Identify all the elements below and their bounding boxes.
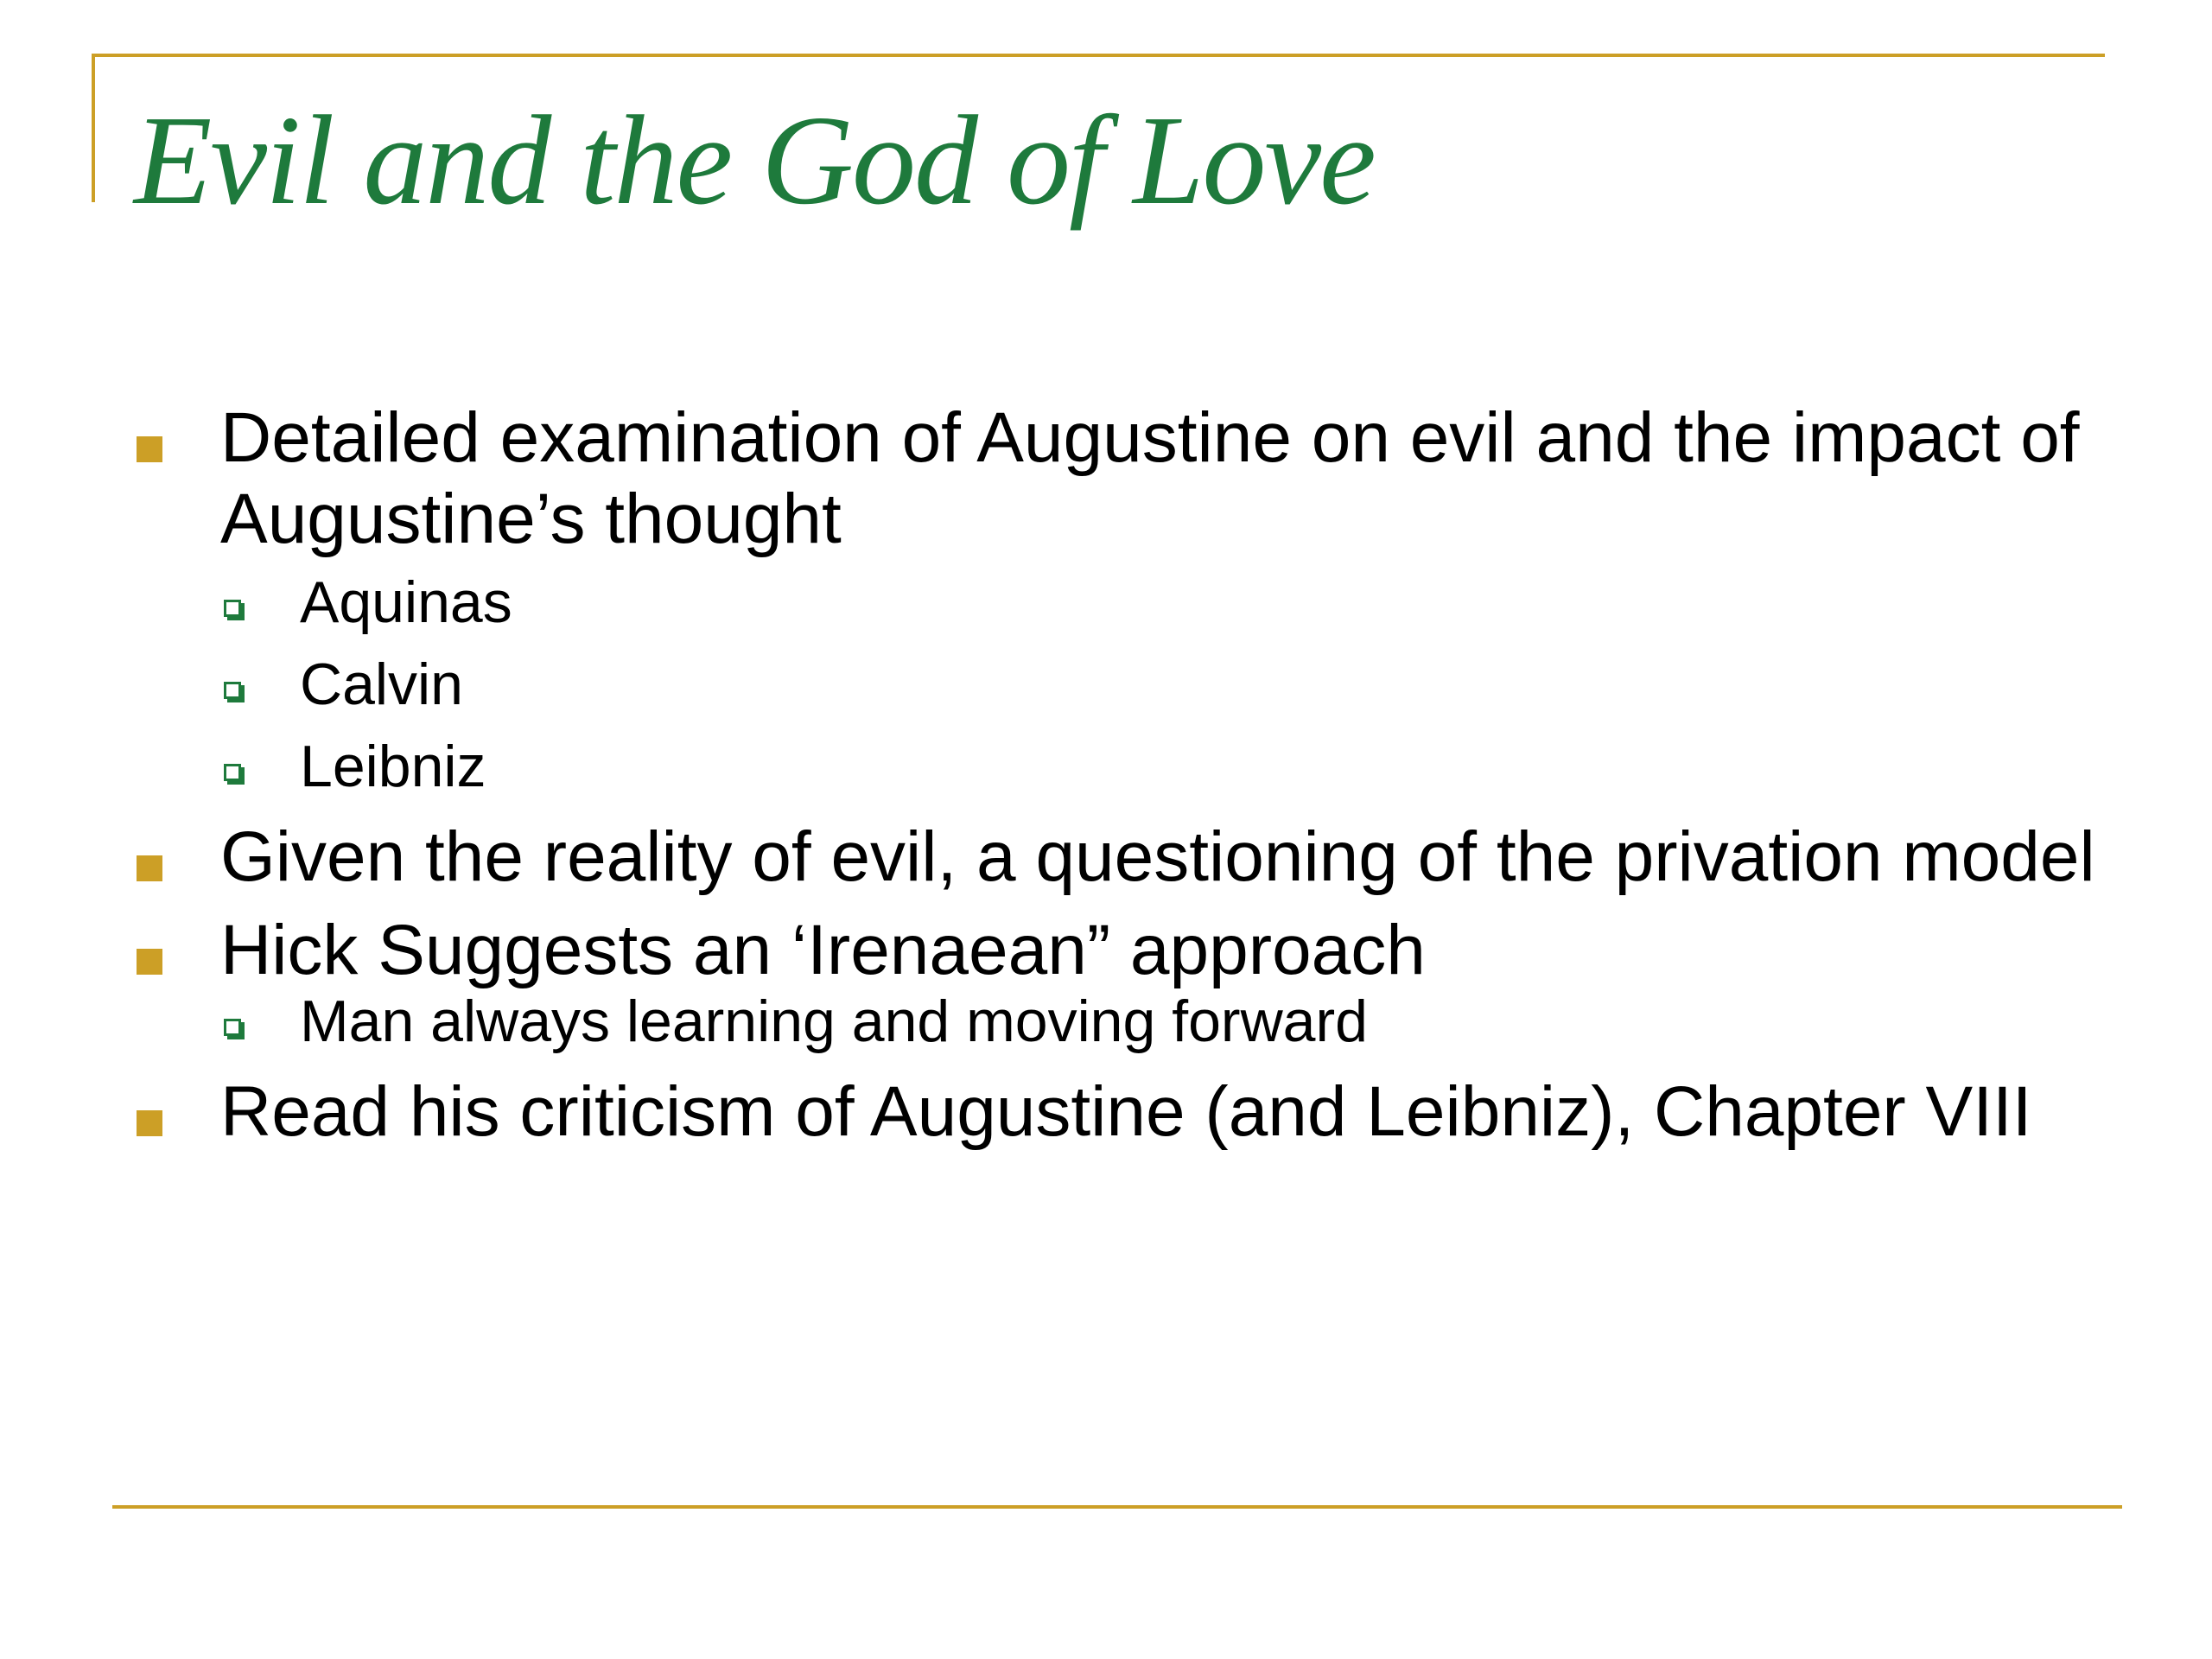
- checkbox-bullet-icon: [224, 682, 241, 699]
- bullet-text: Detailed examination of Augustine on evil and the impact of Augustine’s thought: [220, 398, 2080, 558]
- sub-bullet-text: Calvin: [300, 652, 463, 717]
- sub-bullet-item: [134, 562, 2121, 644]
- checkbox-bullet-icon: [224, 764, 241, 781]
- sub-bullet-text: Leibniz: [300, 734, 486, 799]
- left-divider: [92, 54, 95, 202]
- top-divider: [92, 54, 2105, 57]
- checkbox-bullet-icon: [224, 600, 241, 617]
- square-bullet-icon: [137, 436, 162, 462]
- bullet-item: [134, 1071, 2121, 1153]
- bottom-divider: [112, 1505, 2122, 1509]
- bullet-text: Read his criticism of Augustine (and Leibniz), Chapter VIII: [220, 1072, 2032, 1151]
- bullet-list: [134, 397, 2121, 1153]
- slide-title: Evil and the God of Love: [134, 90, 1375, 232]
- sub-bullet-item: [134, 981, 2121, 1063]
- sub-bullet-text: Aquinas: [300, 569, 512, 635]
- bullet-item: [134, 817, 2121, 898]
- sub-bullet-item: [134, 726, 2121, 808]
- bullet-item: [134, 397, 2121, 560]
- bullet-item: [134, 910, 2121, 991]
- square-bullet-icon: [137, 1110, 162, 1136]
- sub-bullet-item: [134, 644, 2121, 726]
- sub-bullet-text: Man always learning and moving forward: [300, 988, 1368, 1054]
- bullet-text: Hick Suggests an ‘Irenaean” approach: [220, 911, 1426, 989]
- checkbox-bullet-icon: [224, 1019, 241, 1036]
- square-bullet-icon: [137, 949, 162, 975]
- square-bullet-icon: [137, 855, 162, 881]
- bullet-text: Given the reality of evil, a questioning of the privation model: [220, 817, 2095, 896]
